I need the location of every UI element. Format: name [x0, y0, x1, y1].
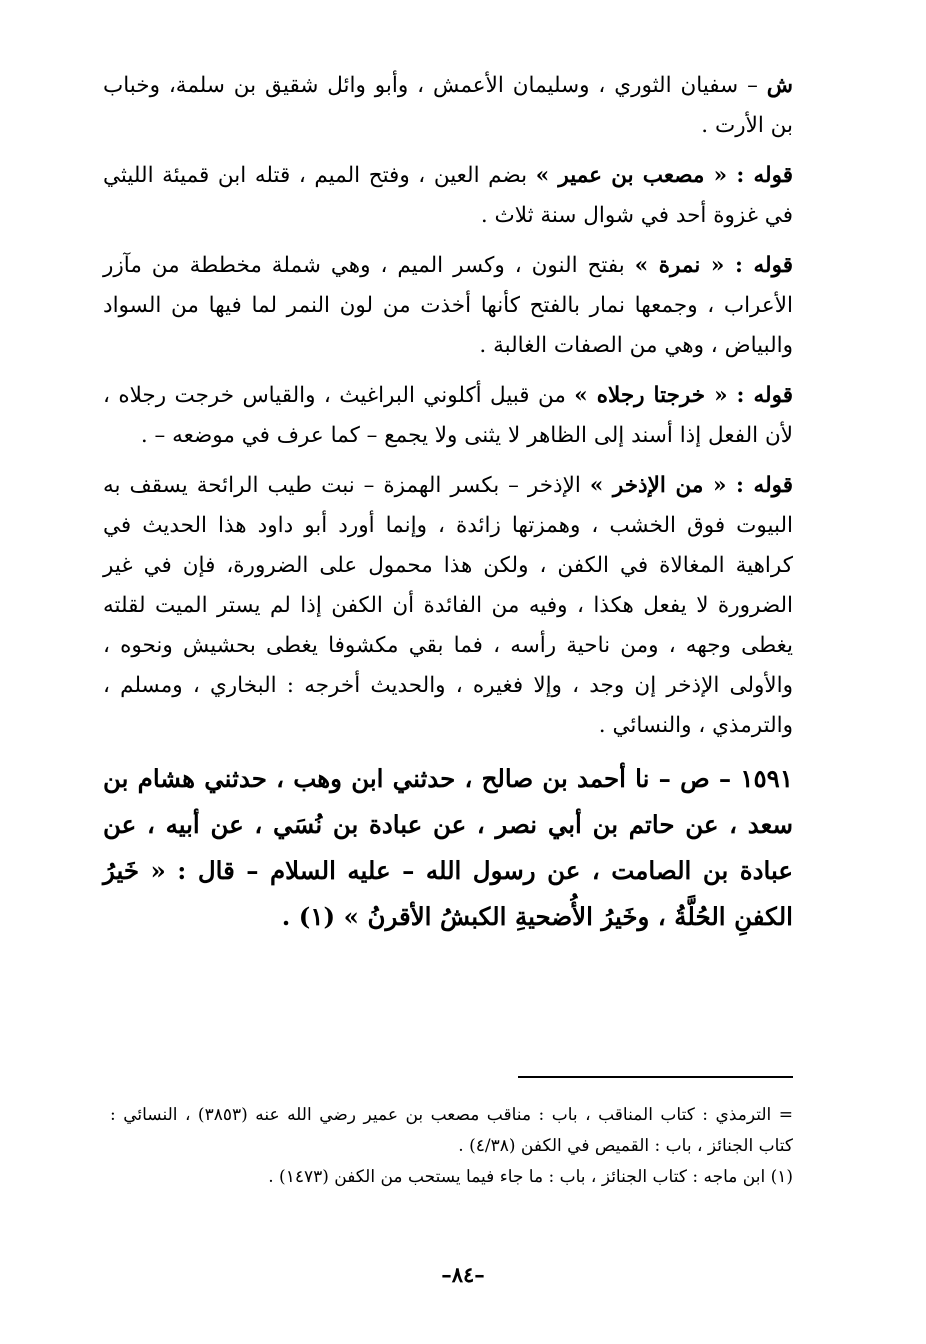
- paragraph-text: بضم العين ، وفتح الميم ، قتله ابن قميئة الليثي في غزوة أحد في شوال سنة ثلاث .: [103, 163, 793, 228]
- paragraph-lead: قوله : « مصعب بن عمير »: [535, 163, 793, 188]
- paragraph-lead: قوله : « خرجتا رجلاه »: [574, 383, 793, 408]
- paragraph-text: من قبيل أكلوني البراغيث ، والقياس خرجت رجلاه ، لأن الفعل إذا أسند إلى الظاهر لا يثنى ولا يجمع – كما عرف في موضعه – .: [103, 383, 793, 448]
- paragraph-3: [103, 246, 793, 366]
- paragraph-lead: قوله : « نمرة »: [634, 253, 793, 278]
- paragraph-4: [103, 376, 793, 456]
- paragraph-text: – سفيان الثوري ، وسليمان الأعمش ، وأبو وائل شقيق بن سلمة، وخباب بن الأرت .: [103, 73, 793, 138]
- hadith-text: ١٥٩١ – ص – نا أحمد بن صالح ، حدثني ابن وهب ، حدثني هشام بن سعد ، عن حاتم بن أبي نصر ، عن عبادة بن نُسَي ، عن أبيه ، عن عبادة بن الصامت ، عن رسول الله – عليه السلام – قال : « خَيرُ الكفنِ الحُلَّةُ ، وخَيرُ الأُضحيةِ الكبشُ الأقرنُ » (١) .: [103, 764, 793, 931]
- paragraph-text: الإذخر – بكسر الهمزة – نبت طيب الرائحة يسقف به البيوت فوق الخشب ، وهمزتها زائدة ، وإنما أورد أبو داود هذا الحديث في كراهية المغالاة في الكفن ، ولكن هذا محمول على الضرورة، فإن في غير الضرورة لا يفعل هكذا ، وفيه من الفائدة أن الكفن إذا لم يستر الميت لقلته يغطى وجهه ، ومن ناحية رأسه ، فما بقي مكشوفا يغطى بحشيش ونحوه ، والأولى الإذخر إن وجد ، وإلا فغيره ، والحديث أخرجه : البخاري ، ومسلم ، والترمذي ، والنسائي .: [103, 473, 793, 738]
- paragraph-lead: ش: [766, 73, 793, 98]
- footnotes: [110, 1100, 793, 1193]
- paragraph-1: [103, 66, 793, 146]
- footnote-continued: = الترمذي : كتاب المناقب ، باب : مناقب مصعب بن عمير رضي الله عنه (٣٨٥٣) ، النسائي : كتاب الجنائز ، باب : القميص في الكفن (٤/٣٨) .: [110, 1105, 793, 1156]
- main-text: [103, 66, 793, 940]
- paragraph-2: [103, 156, 793, 236]
- page-number: –٨٤–: [441, 1262, 485, 1287]
- paragraph-text: بفتح النون ، وكسر الميم ، وهي شملة مخططة من مآزر الأعراب ، وجمعها نمار بالفتح كأنها أخذت من لون النمر لما فيها من السواد والبياض ، وهي من الصفات الغالبة .: [103, 253, 793, 358]
- paragraph-5: [103, 466, 793, 746]
- footnote-1: (١) ابن ماجه : كتاب الجنائز ، باب : ما جاء فيما يستحب من الكفن (١٤٧٣) .: [268, 1167, 793, 1187]
- paragraph-lead: قوله : « من الإذخر »: [589, 473, 794, 498]
- footnote-separator: [518, 1076, 793, 1078]
